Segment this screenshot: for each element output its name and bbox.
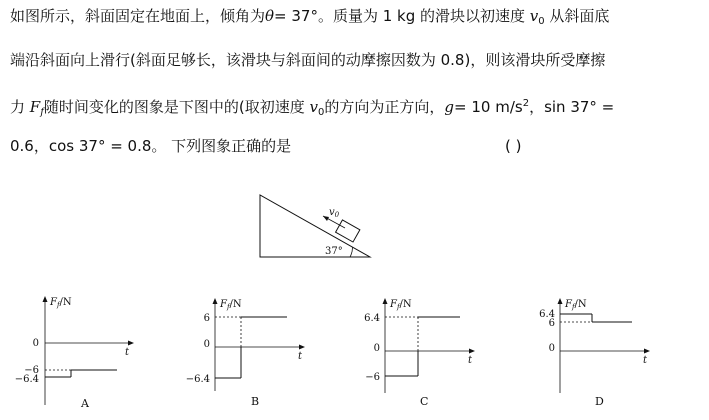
graph-a [5, 293, 140, 415]
graph-c-t-arrow [469, 349, 475, 354]
angle-arc [350, 248, 353, 258]
graph-d-y-arrow [558, 298, 563, 304]
v0-subscript-2: 0 [318, 107, 325, 118]
question-line-2: 端沿斜面向上滑行(斜面足够长，该滑块与斜面间的动摩擦因数为 0.8)，则该滑块所受摩擦 [10, 51, 606, 69]
angle-label: 37° [325, 246, 343, 257]
v0-subscript: 0 [538, 16, 545, 27]
q1-text-b: = 37°。质量为 1 kg 的滑块以初速度 [274, 7, 530, 25]
graph-a-y-label: $F_f/N$ [50, 297, 72, 309]
graph-a-tick-neg6: −6 [24, 365, 39, 376]
incline-figure [255, 190, 375, 265]
graph-d-tick-6: 6 [548, 318, 555, 329]
v0-symbol: v [529, 7, 539, 25]
graph-c-t-label: t [468, 355, 473, 366]
graph-c-tick-neg6: −6 [365, 372, 380, 383]
graph-d-tick-6-4: 6.4 [539, 309, 555, 320]
q1-text-a: 如图所示，斜面固定在地面上，倾角为 [10, 7, 266, 25]
ff-subscript: f [40, 107, 44, 118]
graph-c-caption: C [420, 395, 429, 408]
graph-d-t-label: t [643, 355, 648, 366]
q3-text-c: 的方向为正方向， [324, 98, 445, 116]
graph-a-caption: A [81, 397, 89, 410]
q1-text-c: 从斜面底 [544, 7, 610, 25]
graph-b [180, 293, 315, 415]
graph-b-y-arrow [213, 298, 218, 304]
graph-c-tick-0: 0 [373, 343, 380, 354]
graph-b-t-arrow [299, 345, 305, 350]
answer-parentheses: ( ) [505, 137, 522, 155]
theta-symbol: θ [265, 7, 275, 25]
graph-d [525, 293, 660, 415]
graph-d-y-label: $F_f/N$ [565, 299, 587, 311]
graph-b-tick-neg6-4: −6.4 [185, 374, 210, 385]
graph-a-t-arrow [128, 341, 134, 346]
graph-b-y-label: $F_f/N$ [220, 299, 242, 311]
ff-symbol: F [29, 98, 41, 116]
graph-d-tick-0: 0 [548, 343, 555, 354]
graph-c [350, 293, 485, 415]
graph-a-t-label: t [125, 347, 130, 358]
graph-b-t-label: t [298, 351, 303, 362]
graph-a-y-arrow [43, 296, 48, 302]
graph-b-caption: B [251, 395, 260, 408]
q3-text-b: 随时间变化的图象是下图中的(取初速度 [43, 98, 310, 116]
question-line-3 [10, 92, 614, 116]
q3-text-d: = 10 m/s [454, 98, 523, 116]
q3-text-a: 力 [10, 98, 30, 116]
graph-b-tick-6: 6 [203, 313, 210, 324]
question-line-1 [10, 4, 609, 28]
graph-d-t-arrow [644, 349, 650, 354]
graph-c-tick-6-4: 6.4 [364, 313, 380, 324]
g-symbol: g [444, 98, 455, 116]
graph-a-tick-0: 0 [32, 338, 39, 349]
graph-a-tick-neg6-4: −6.4 [14, 374, 39, 385]
graph-c-y-arrow [383, 298, 388, 304]
q3-text-e: ，sin 37° = [529, 98, 615, 116]
question-line-4: 0.6，cos 37° = 0.8。 下列图象正确的是 [10, 137, 292, 155]
v0-symbol-2: v [309, 98, 319, 116]
slider-block [336, 220, 360, 242]
squared-superscript: 2 [522, 98, 530, 109]
graph-c-y-label: $F_f/N$ [390, 299, 412, 311]
v0-label: $v_0$ [329, 207, 340, 219]
graph-d-caption: D [595, 395, 604, 408]
graph-b-tick-0: 0 [203, 339, 210, 350]
